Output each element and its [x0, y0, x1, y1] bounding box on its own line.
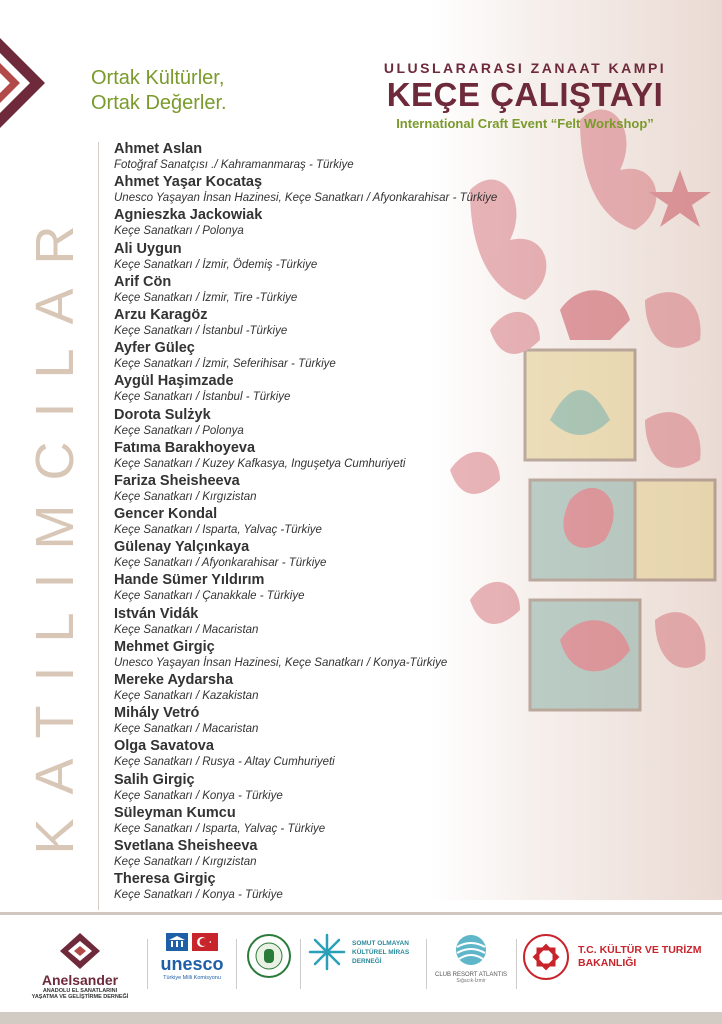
participant-entry [114, 241, 634, 274]
participant-name: Arif Cön [114, 273, 172, 290]
participant-entry [114, 174, 634, 207]
participant-description: Fotoğraf Sanatçısı ./ Kahramanmaraş - Türkiye [114, 159, 354, 171]
vertical-heading-text: KATILIMCILAR [25, 201, 85, 855]
participant-entry [114, 307, 634, 340]
ministry-emblem-icon [522, 933, 570, 981]
participant-list [114, 141, 634, 904]
participant-description: Keçe Sanatkarı / Isparta, Yalvaç -Türkiye [114, 524, 322, 537]
intangible-line-3: DERNEĞİ [352, 957, 382, 965]
participant-name: Hande Sümer Yıldırım [114, 572, 265, 589]
participant-entry [114, 274, 634, 307]
participant-entry [114, 606, 634, 639]
wave-sphere-icon [454, 933, 488, 967]
unesco-name: unesco [160, 954, 224, 974]
participant-name: Ahmet Aslan [114, 141, 203, 157]
list-divider-line [98, 142, 99, 910]
participant-description: Keçe Sanatkarı / Polonya [114, 424, 244, 437]
participant-name: Salih Girgiç [114, 771, 195, 788]
participant-name: Ahmet Yaşar Kocataş [114, 174, 263, 191]
participant-description: Keçe Sanatkarı / Macaristan [114, 723, 259, 736]
unesco-temple-icon [166, 933, 188, 951]
participant-name: Fariza Sheisheeva [114, 472, 240, 489]
participant-description: Keçe Sanatkarı / Konya - Türkiye [114, 889, 283, 902]
participant-name: Ali Uygun [114, 240, 182, 257]
club-resort-logo [430, 933, 512, 984]
footer-separator [300, 939, 301, 989]
anelsander-name: Anelsander [41, 972, 119, 988]
participant-entry [114, 672, 634, 705]
participant-entry [114, 506, 634, 539]
participant-description: Keçe Sanatkarı / Kazakistan [114, 690, 259, 702]
kilim-motif-icon [0, 38, 70, 133]
participant-entry [114, 207, 634, 240]
participant-name: Mehmet Girgiç [114, 638, 215, 655]
participant-name: Süleyman Kumcu [114, 804, 236, 821]
participant-name: Svetlana Sheisheeva [114, 837, 258, 854]
intangible-heritage-logo [308, 933, 418, 971]
unesco-logo [152, 933, 232, 981]
participant-name: Arzu Karagöz [114, 306, 208, 323]
participant-name: Agnieszka Jackowiak [114, 207, 263, 224]
bottom-bar [0, 1012, 722, 1024]
participant-description: Keçe Sanatkarı / Kırgızistan [114, 855, 257, 868]
round-seal-icon [246, 933, 292, 979]
title-main: KEÇE ÇALIŞTAYI [386, 76, 664, 113]
anelsander-sub-2: YAŞATMA VE GELİŞTİRME DERNEĞİ [31, 994, 129, 1000]
participant-description: Unesco Yaşayan İnsan Hazinesi, Keçe Sanatkarı / Afyonkarahisar - Türkiye [114, 192, 498, 205]
sponsor-footer [0, 915, 722, 1024]
participant-entry [114, 141, 634, 174]
unesco-sub: Türkiye Milli Komisyonu [163, 975, 221, 981]
participant-name: Fatıma Barakhoyeva [114, 439, 256, 456]
snowflake-icon [308, 933, 346, 971]
participant-name: Olga Savatova [114, 738, 214, 755]
participant-entry [114, 639, 634, 672]
participant-description: Keçe Sanatkarı / Çanakkale - Türkiye [114, 590, 305, 603]
participant-entry [114, 838, 634, 871]
footer-separator [426, 939, 427, 989]
participant-entry [114, 373, 634, 406]
participant-description: Keçe Sanatkarı / Macaristan [114, 623, 259, 636]
participant-name: Dorota Sulżyk [114, 406, 211, 423]
participant-entry [114, 340, 634, 373]
intangible-line-2: KÜLTÜREL MİRAS [352, 948, 410, 956]
footer-separator [516, 939, 517, 989]
participant-description: Keçe Sanatkarı / Rusya - Altay Cumhuriyeti [114, 756, 335, 769]
participant-entry [114, 738, 634, 771]
title-top: ULUSLARARASI ZANAAT KAMPI [383, 60, 667, 76]
participant-name: Ayfer Güleç [114, 340, 195, 357]
participant-name: Aygül Haşimzade [114, 373, 234, 390]
participant-description: Keçe Sanatkarı / Kuzey Kafkasya, Inguşetya Cumhuriyeti [114, 457, 406, 470]
participant-description: Keçe Sanatkarı / Afyonkarahisar - Türkiye [114, 557, 327, 570]
participant-name: Gencer Kondal [114, 506, 218, 523]
participant-name: Gülenay Yalçınkaya [114, 539, 250, 556]
anelsander-logo [30, 933, 130, 1000]
ministry-line-1: T.C. KÜLTÜR VE TURİZM [578, 944, 702, 956]
participant-description: Keçe Sanatkarı / Kırgızistan [114, 490, 257, 503]
participant-entry [114, 440, 634, 473]
seal-logo [244, 933, 294, 984]
participant-description: Unesco Yaşayan İnsan Hazinesi, Keçe Sanatkarı / Konya-Türkiye [114, 656, 448, 669]
ministry-logo [522, 933, 712, 981]
footer-separator [236, 939, 237, 989]
footer-separator [147, 939, 148, 989]
vertical-heading [25, 158, 85, 898]
participant-entry [114, 572, 634, 605]
participant-entry [114, 705, 634, 738]
participant-description: Keçe Sanatkarı / İzmir, Ödemiş -Türkiye [114, 258, 318, 271]
participant-entry [114, 772, 634, 805]
intangible-line-1: SOMUT OLMAYAN [352, 939, 409, 947]
participant-description: Keçe Sanatkarı / İstanbul - Türkiye [114, 391, 291, 404]
participant-description: Keçe Sanatkarı / İstanbul -Türkiye [114, 324, 288, 337]
participant-name: István Vidák [114, 605, 199, 622]
club-line-1: CLUB RESORT ATLANTIS [434, 972, 508, 978]
anelsander-sub-1: ANADOLU EL SANATLARINI [42, 988, 118, 994]
participant-name: Mihály Vetró [114, 705, 200, 722]
title-sub: International Craft Event “Felt Workshop” [396, 116, 654, 131]
slogan [91, 66, 227, 116]
event-title-block [340, 60, 710, 131]
participant-name: Theresa Girgiç [114, 871, 216, 888]
slogan-line-1: Ortak Kültürler, [91, 67, 225, 89]
participant-description: Keçe Sanatkarı / Polonya [114, 225, 244, 238]
participant-entry [114, 407, 634, 440]
participant-entry [114, 805, 634, 838]
participant-entry [114, 539, 634, 572]
turkish-flag-icon [192, 933, 218, 951]
ministry-line-2: BAKANLIĞI [578, 957, 637, 969]
slogan-line-2: Ortak Değerler. [91, 92, 227, 114]
participant-entry [114, 871, 634, 904]
participant-name: Mereke Aydarsha [114, 672, 234, 688]
participant-description: Keçe Sanatkarı / Isparta, Yalvaç - Türkiye [114, 822, 326, 835]
participant-description: Keçe Sanatkarı / Konya - Türkiye [114, 789, 283, 802]
anelsander-emblem-icon [60, 933, 100, 969]
participant-description: Keçe Sanatkarı / İzmir, Seferihisar - Türkiye [114, 358, 336, 371]
participant-description: Keçe Sanatkarı / İzmir, Tire -Türkiye [114, 291, 298, 304]
club-line-2: Sığacık-İzmir [456, 978, 486, 984]
participant-entry [114, 473, 634, 506]
